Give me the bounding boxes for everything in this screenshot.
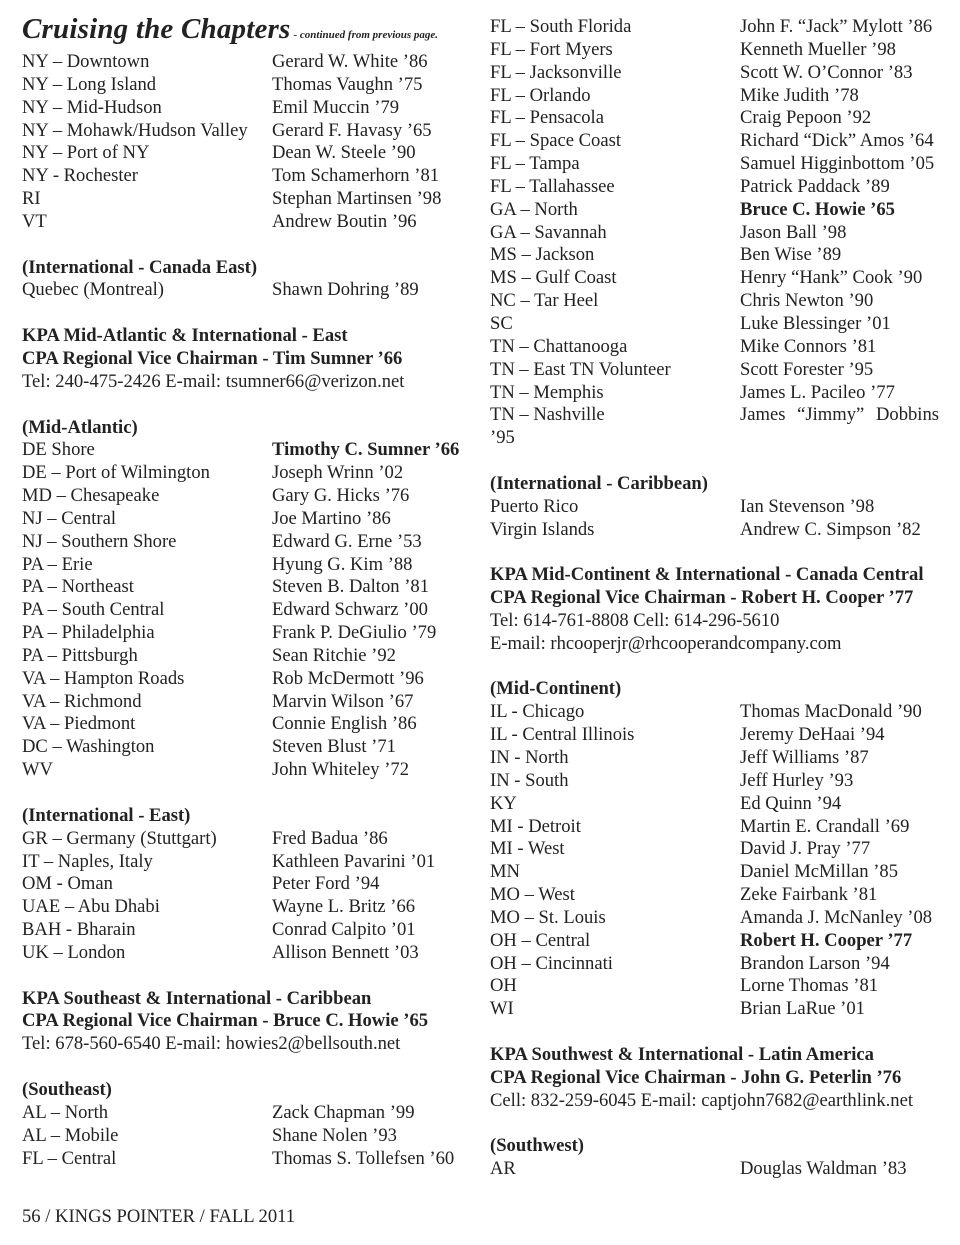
chapter-row: [490, 382, 945, 405]
chapter-row: [490, 313, 945, 336]
member-name: Tom Schamerhorn ’81: [272, 165, 440, 187]
member-name: Conrad Calpito ’01: [272, 919, 416, 941]
chapter-name: WV: [22, 759, 53, 781]
member-name: Steven B. Dalton ’81: [272, 576, 429, 598]
member-name: Thomas Vaughn ’75: [272, 73, 423, 95]
chapter-row: [490, 107, 945, 130]
chapter-row: [22, 120, 470, 143]
chapter-row: [490, 519, 945, 542]
chapter-row: [22, 1125, 470, 1148]
chapter-name: DE Shore: [22, 439, 95, 461]
left-column: [22, 13, 470, 1170]
chapter-name: GR – Germany (Stuttgart): [22, 827, 217, 849]
chapter-row: [22, 645, 470, 668]
member-name: Fred Badua ’86: [272, 827, 388, 849]
chapter-name: VA – Hampton Roads: [22, 667, 185, 689]
member-name: Joe Martino ’86: [272, 507, 391, 529]
chapter-list: [22, 1102, 470, 1171]
chapter-name: MI - West: [490, 838, 565, 860]
right-column: [490, 16, 945, 1181]
member-name: Amanda J. McNanley ’08: [740, 906, 933, 928]
chapter-list: [490, 1158, 945, 1181]
chapter-row: [490, 85, 945, 108]
chapter-name: FL – Pensacola: [490, 107, 604, 129]
chapter-name: MI - Detroit: [490, 815, 581, 837]
contact-phone: Tel: 614-761-8808 Cell: 614-296-5610: [490, 609, 780, 631]
chapter-name: NY – Mid-Hudson: [22, 96, 162, 118]
member-name: Sean Ritchie ’92: [272, 644, 396, 666]
chapter-name: TN – East TN Volunteer: [490, 358, 671, 380]
chapter-row: [490, 861, 945, 884]
chapter-name: MS – Jackson: [490, 244, 595, 266]
ny-chapter-list: [22, 51, 470, 234]
chapter-name: Puerto Rico: [490, 495, 579, 517]
chapter-row: [490, 884, 945, 907]
member-name: Dean W. Steele ’90: [272, 142, 416, 164]
member-name: Ed Quinn ’94: [740, 792, 842, 814]
chapter-row: [490, 953, 945, 976]
chapter-row: [22, 919, 470, 942]
member-name: Martin E. Crandall ’69: [740, 815, 910, 837]
chapter-name: PA – Northeast: [22, 576, 134, 598]
chapter-row: [490, 975, 945, 998]
chapter-name: IL - Central Illinois: [490, 724, 635, 746]
chapter-name: Virgin Islands: [490, 518, 595, 540]
caribbean-section: [490, 473, 945, 542]
member-class-year: ’95: [490, 427, 515, 449]
chapter-name: VA – Piedmont: [22, 713, 136, 735]
southeast-region-header: [22, 988, 470, 1057]
chapter-row: [490, 244, 945, 267]
mid-continent-region-header: [490, 564, 945, 655]
chapter-row: [22, 211, 470, 234]
chapter-row: [22, 851, 470, 874]
chapter-name: GA – North: [490, 198, 578, 220]
chapter-name: MN: [490, 861, 520, 883]
member-name-part: “Jimmy”: [797, 404, 865, 426]
chapter-name: TN – Nashville: [490, 404, 605, 426]
chapter-row: [22, 165, 470, 188]
region-title: KPA Mid-Continent & International - Canada Central: [490, 564, 924, 586]
chapter-name: TN – Memphis: [490, 381, 604, 403]
member-name: Peter Ford ’94: [272, 873, 380, 895]
member-name: Timothy C. Sumner ’66: [272, 439, 460, 461]
chapter-row: [22, 668, 470, 691]
member-name: Scott Forester ’95: [740, 358, 874, 380]
member-name: Richard “Dick” Amos ’64: [740, 130, 934, 152]
chapter-name: VA – Richmond: [22, 690, 142, 712]
chapter-name: OH: [490, 975, 517, 997]
chapter-row: [490, 62, 945, 85]
member-name: Brandon Larson ’94: [740, 952, 890, 974]
member-name: Zack Chapman ’99: [272, 1101, 415, 1123]
member-name: Zeke Fairbank ’81: [740, 884, 878, 906]
contact-email: E-mail: rhcooperjr@rhcooperandcompany.com: [490, 632, 842, 654]
chapter-row: [490, 359, 945, 382]
chapter-name: VT: [22, 210, 47, 232]
member-name: [740, 404, 939, 427]
member-name: Ben Wise ’89: [740, 244, 842, 266]
member-name: Jeremy DeHaai ’94: [740, 724, 885, 746]
chapter-row: [22, 759, 470, 782]
chapter-row: [490, 907, 945, 930]
chapter-row: [490, 130, 945, 153]
member-name: Marvin Wilson ’67: [272, 690, 414, 712]
page-title: [22, 13, 470, 51]
chapter-row: [22, 1148, 470, 1171]
chapter-name: TN – Chattanooga: [490, 335, 628, 357]
chapter-row: [22, 873, 470, 896]
member-name: Kenneth Mueller ’98: [740, 38, 896, 60]
chapter-name: MO – St. Louis: [490, 906, 606, 928]
region-title: KPA Mid-Atlantic & International - East: [22, 325, 348, 347]
chapter-name: OH – Cincinnati: [490, 952, 613, 974]
chapter-name: NY – Long Island: [22, 73, 157, 95]
section-heading: (International - Caribbean): [490, 472, 708, 494]
chapter-row: [490, 199, 945, 222]
chapter-name: IN - North: [490, 747, 569, 768]
chapter-name: RI: [22, 188, 41, 210]
chapter-row: [22, 508, 470, 531]
chapter-name: IL - Chicago: [490, 701, 585, 723]
section-heading: (International - Canada East): [22, 256, 258, 278]
chapter-row: [22, 97, 470, 120]
chapter-name: KY: [490, 792, 517, 814]
member-name: Jeff Hurley ’93: [740, 769, 854, 791]
member-name: Gerard W. White ’86: [272, 51, 428, 72]
member-name: Ian Stevenson ’98: [740, 495, 875, 517]
chapter-row: [490, 793, 945, 816]
chapter-row: [490, 153, 945, 176]
chapter-name: SC: [490, 312, 513, 334]
chapter-row: [490, 290, 945, 313]
member-name: Edward G. Erne ’53: [272, 530, 422, 552]
member-name: John Whiteley ’72: [272, 759, 410, 781]
page-footer: 56 / KINGS POINTER / FALL 2011: [22, 1206, 296, 1227]
chapter-row: [490, 496, 945, 519]
regional-vice-chairman: CPA Regional Vice Chairman - Robert H. Cooper ’77: [490, 587, 914, 609]
chapter-row: [490, 176, 945, 199]
chapter-row: [22, 531, 470, 554]
chapter-row: [490, 747, 945, 770]
chapter-name: IN - South: [490, 769, 569, 791]
member-name: Steven Blust ’71: [272, 736, 396, 758]
member-name: Samuel Higginbottom ’05: [740, 153, 935, 175]
chapter-row: [22, 51, 470, 74]
member-name: Daniel McMillan ’85: [740, 861, 899, 883]
section-heading: (Mid-Continent): [490, 678, 622, 700]
chapter-row: [490, 701, 945, 724]
member-name: Thomas MacDonald ’90: [740, 701, 922, 723]
chapter-list: [22, 439, 470, 782]
member-name: Douglas Waldman ’83: [740, 1158, 907, 1180]
chapter-row: [22, 279, 470, 302]
chapter-name: MO – West: [490, 884, 575, 906]
chapter-row: [22, 485, 470, 508]
chapter-row: [490, 998, 945, 1021]
chapter-row: [490, 39, 945, 62]
chapter-list: [490, 496, 945, 542]
member-name: Luke Blessinger ’01: [740, 312, 891, 334]
chapter-name: FL – Tampa: [490, 153, 580, 175]
chapter-name: WI: [490, 998, 514, 1020]
member-name: Stephan Martinsen ’98: [272, 188, 442, 210]
chapter-row: [490, 222, 945, 245]
chapter-row: [22, 554, 470, 577]
member-name: Connie English ’86: [272, 713, 417, 735]
chapter-row: [22, 599, 470, 622]
chapter-name: AL – Mobile: [22, 1124, 119, 1146]
region-title: KPA Southeast & International - Caribbean: [22, 987, 372, 1009]
member-name: Bruce C. Howie ’65: [740, 198, 895, 220]
chapter-name: NY – Downtown: [22, 51, 150, 72]
chapter-row: [22, 736, 470, 759]
chapter-name: NY - Rochester: [22, 165, 139, 187]
southwest-section: [490, 1135, 945, 1181]
chapter-row: [490, 930, 945, 953]
member-name: Jeff Williams ’87: [740, 747, 869, 768]
member-name: Lorne Thomas ’81: [740, 975, 879, 997]
member-name-part: James: [740, 404, 786, 426]
chapter-list: [22, 828, 470, 965]
chapter-row: [490, 1158, 945, 1181]
chapter-row: [22, 691, 470, 714]
member-name: Robert H. Cooper ’77: [740, 929, 913, 951]
chapter-row: [22, 188, 470, 211]
chapter-name: IT – Naples, Italy: [22, 850, 153, 872]
chapter-row: [22, 1102, 470, 1125]
chapter-row: [22, 576, 470, 599]
member-name: Chris Newton ’90: [740, 290, 874, 312]
chapter-row: [22, 439, 470, 462]
chapter-row: [490, 816, 945, 839]
member-name: Edward Schwarz ’00: [272, 599, 428, 621]
chapter-name: AR: [490, 1158, 516, 1180]
member-name: Mike Connors ’81: [740, 335, 877, 357]
chapter-name: PA – Philadelphia: [22, 622, 155, 644]
member-name: Andrew C. Simpson ’82: [740, 518, 921, 540]
contact-info: Tel: 240-475-2426 E-mail: tsumner66@verizon.net: [22, 370, 405, 392]
chapter-name: GA – Savannah: [490, 221, 607, 243]
chapter-list: [490, 16, 945, 404]
chapter-name: FL – Fort Myers: [490, 38, 613, 60]
chapter-row: [22, 896, 470, 919]
southeast-continued: [490, 16, 945, 450]
regional-vice-chairman: CPA Regional Vice Chairman - Tim Sumner ’66: [22, 347, 403, 369]
member-name: Mike Judith ’78: [740, 84, 859, 106]
member-name: Shawn Dohring ’89: [272, 279, 419, 301]
chapter-name: MS – Gulf Coast: [490, 267, 617, 289]
member-name: Henry “Hank” Cook ’90: [740, 267, 923, 289]
chapter-name: Quebec (Montreal): [22, 279, 164, 301]
chapter-name: NY – Port of NY: [22, 142, 150, 164]
chapter-row: [490, 838, 945, 861]
chapter-row: [22, 942, 470, 965]
chapter-list: [22, 279, 470, 302]
chapter-name: FL – South Florida: [490, 16, 632, 37]
member-name: Gerard F. Havasy ’65: [272, 119, 432, 141]
member-name: Rob McDermott ’96: [272, 667, 424, 689]
region-title: KPA Southwest & International - Latin America: [490, 1043, 874, 1065]
chapter-row: [490, 770, 945, 793]
chapter-name: OM - Oman: [22, 873, 113, 895]
chapter-row: [22, 462, 470, 485]
chapter-name: PA – Erie: [22, 553, 93, 575]
southeast-section: [22, 1079, 470, 1170]
canada-east-section: [22, 257, 470, 303]
chapter-name: FL – Space Coast: [490, 130, 622, 152]
chapter-row: [22, 142, 470, 165]
chapter-name: DE – Port of Wilmington: [22, 462, 210, 484]
chapter-name: FL – Orlando: [490, 84, 591, 106]
chapter-name: OH – Central: [490, 929, 591, 951]
regional-vice-chairman: CPA Regional Vice Chairman - Bruce C. Howie ’65: [22, 1010, 429, 1032]
chapter-name: PA – Pittsburgh: [22, 644, 138, 666]
member-name: Frank P. DeGiulio ’79: [272, 622, 437, 644]
chapter-row: [490, 336, 945, 359]
chapter-name: FL – Tallahassee: [490, 175, 615, 197]
contact-info: Cell: 832-259-6045 E-mail: captjohn7682@earthlink.net: [490, 1089, 913, 1111]
southwest-region-header: [490, 1044, 945, 1113]
regional-vice-chairman: CPA Regional Vice Chairman - John G. Peterlin ’76: [490, 1066, 902, 1088]
member-name: Thomas S. Tollefsen ’60: [272, 1147, 455, 1169]
chapter-row: [22, 74, 470, 97]
title-main: Cruising the Chapters: [22, 13, 291, 45]
chapter-row: [490, 724, 945, 747]
mid-atlantic-region-header: [22, 325, 470, 394]
chapter-row: [22, 622, 470, 645]
international-east-section: [22, 805, 470, 965]
chapter-row: [490, 16, 945, 39]
chapter-name: UK – London: [22, 941, 126, 963]
member-name: James L. Pacileo ’77: [740, 381, 895, 403]
member-name: Patrick Paddack ’89: [740, 175, 890, 197]
contact-info: Tel: 678-560-6540 E-mail: howies2@bellsouth.net: [22, 1033, 401, 1055]
mid-continent-section: [490, 678, 945, 1021]
chapter-name: DC – Washington: [22, 736, 155, 758]
chapter-name: MD – Chesapeake: [22, 485, 160, 507]
chapter-name: FL – Jacksonville: [490, 61, 622, 83]
member-name: Shane Nolen ’93: [272, 1124, 397, 1146]
chapter-name: NY – Mohawk/Hudson Valley: [22, 119, 248, 141]
member-name: Allison Bennett ’03: [272, 941, 419, 963]
member-name: Kathleen Pavarini ’01: [272, 850, 436, 872]
chapter-name: AL – North: [22, 1101, 109, 1123]
title-continued-note: - continued from previous page.: [293, 29, 439, 41]
chapter-row: [22, 713, 470, 736]
mid-atlantic-section: [22, 417, 470, 783]
chapter-list: [490, 701, 945, 1021]
chapter-name: NJ – Southern Shore: [22, 530, 177, 552]
member-name: Scott W. O’Connor ’83: [740, 61, 913, 83]
chapter-name: NJ – Central: [22, 507, 116, 529]
member-name: David J. Pray ’77: [740, 838, 871, 860]
section-heading: (Southwest): [490, 1135, 585, 1157]
chapter-name: BAH - Bharain: [22, 919, 136, 941]
member-name: Joseph Wrinn ’02: [272, 462, 404, 484]
member-name: Jason Ball ’98: [740, 221, 847, 243]
member-name: Emil Muccin ’79: [272, 96, 400, 118]
chapter-row: [22, 828, 470, 851]
member-name: Craig Pepoon ’92: [740, 107, 872, 129]
member-name: Wayne L. Britz ’66: [272, 896, 416, 918]
member-name: Hyung G. Kim ’88: [272, 553, 413, 575]
chapter-row: [490, 267, 945, 290]
section-heading: (Mid-Atlantic): [22, 416, 138, 438]
member-name: Gary G. Hicks ’76: [272, 485, 410, 507]
chapter-name: UAE – Abu Dhabi: [22, 896, 160, 918]
member-name: Andrew Boutin ’96: [272, 210, 417, 232]
chapter-name: NC – Tar Heel: [490, 290, 599, 312]
section-heading: (Southeast): [22, 1078, 112, 1100]
section-heading: (International - East): [22, 804, 191, 826]
member-name-part: Dobbins: [875, 404, 939, 426]
member-name: John F. “Jack” Mylott ’86: [740, 16, 933, 37]
member-name: Brian LaRue ’01: [740, 998, 865, 1020]
chapter-row: [490, 404, 945, 427]
chapter-name: PA – South Central: [22, 599, 165, 621]
chapter-name: FL – Central: [22, 1147, 117, 1169]
